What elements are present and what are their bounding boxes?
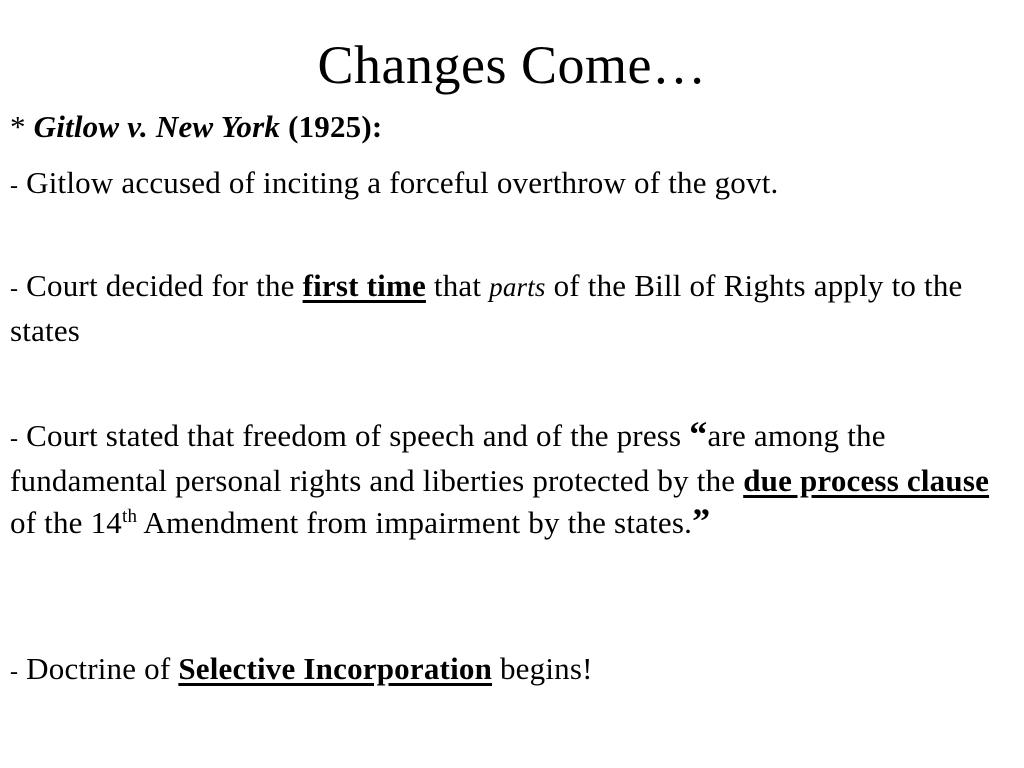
point-text: Amendment from impairment by the states.: [137, 505, 693, 540]
close-quote: ”: [692, 501, 711, 541]
open-quote: “: [689, 414, 708, 454]
point-text: begins!: [492, 651, 593, 686]
point-dash: -: [10, 426, 19, 452]
point-text: are among the fundamental personal rights and liberties protected by the: [10, 418, 886, 498]
point-text: Court decided for the: [18, 268, 303, 303]
point-dash: -: [10, 659, 19, 685]
emphasis-first-time: first time: [302, 268, 426, 303]
point-doctrine: [10, 648, 1010, 693]
italic-parts: parts: [489, 272, 546, 302]
heading-bullet: *: [10, 109, 26, 144]
case-name: Gitlow v. New York: [33, 109, 281, 144]
point-quote: [10, 415, 1010, 544]
point-text: of the Bill of Rights apply to the states: [10, 268, 963, 348]
case-year: (1925):: [288, 109, 383, 144]
point-text: Doctrine of: [18, 651, 179, 686]
point-dash: -: [10, 173, 19, 199]
point-dash: -: [10, 276, 19, 302]
point-text: Gitlow accused of inciting a forceful overthrow of the govt.: [18, 165, 779, 200]
point-text: of the 14: [10, 505, 122, 540]
slide-title: Changes Come…: [317, 35, 707, 95]
emphasis-selective-incorporation: Selective Incorporation: [178, 651, 493, 686]
emphasis-due-process: due process clause: [743, 463, 990, 498]
superscript-th: th: [122, 506, 138, 527]
point-first-time: [10, 265, 1010, 352]
point-accusation: [10, 162, 1010, 207]
case-heading: [10, 106, 1010, 148]
point-text: that: [425, 268, 490, 303]
point-text: Court stated that freedom of speech and of the press: [18, 418, 690, 453]
